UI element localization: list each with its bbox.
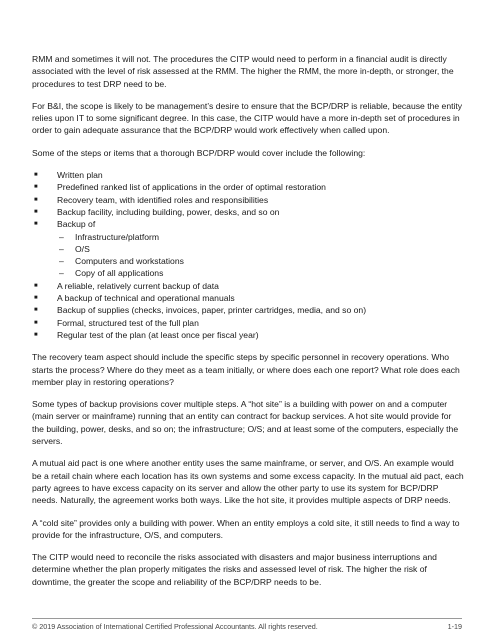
paragraph: The CITP would need to reconcile the risks associated with disasters and major business interruptions and determine whether the plan properly mitigates the risks and assessed level of risk. The higher the risk of downtime, the greater the scope and reliability of the BCP/DRP needs to be.	[32, 552, 437, 587]
square-bullet-icon: ■	[34, 208, 38, 215]
paragraph: A mutual aid pact is one where another entity uses the same mainframe, or server, and O/S. An example would be a retail chain where each location has its own systems and some excess capacity. In the mutual aid pact, each party agrees to have excess capacity on its server and allow the other party to use its system for BCP/DRP needs. Naturally, the agreement works both ways. Like the hot site, it provides multiple aspects of DRP needs.	[32, 458, 464, 506]
sub-list-item: – Copy of all applications	[59, 268, 164, 279]
sub-list-item: – Infrastructure/platform	[59, 231, 160, 242]
page-number: 1-19	[447, 622, 462, 631]
list-item: ■ Formal, structured test of the full plan	[34, 317, 199, 328]
list-item: ■ Backup facility, including building, power, desks, and so on	[34, 206, 280, 217]
list-item: ■ Recovery team, with identified roles and responsibilities	[34, 194, 269, 205]
list-item: ■ Written plan	[34, 170, 103, 181]
dash-bullet-icon: –	[59, 243, 64, 254]
square-bullet-icon: ■	[34, 319, 38, 326]
list-item: ■ Backup of – Infrastructure/platform – O/S – Computers and workstations – Copy of all applications	[32, 218, 464, 279]
square-bullet-icon: ■	[34, 282, 38, 289]
paragraph: Some types of backup provisions cover multiple steps. A “hot site” is a building with power on and a computer (main server or mainframe) running that an entity can contract for backup services. A hot site would provide for the building, power, desks, and so on; the infrastructure; O/S; and at least some of the computers, especially the servers.	[32, 399, 459, 447]
paragraph: The recovery team aspect should include the specific steps by specific personnel in recovery operations. Who starts the process? Where do they meet as a team initially, or where does each one report? What role does each member play in restoring operations?	[32, 352, 460, 387]
paragraph: For B&I, the scope is likely to be management’s desire to ensure that the BCP/DRP is reliable, because the entity relies upon IT to some significant degree. In this case, the CITP would have a more in-depth set of procedures in order to gain adequate assurance that the BCP/DRP would work effectively when called upon.	[32, 100, 463, 136]
square-bullet-icon: ■	[34, 172, 38, 179]
dash-bullet-icon: –	[59, 268, 64, 279]
footer-divider	[32, 618, 462, 619]
list-item: ■ A reliable, relatively current backup of data	[34, 280, 219, 291]
square-bullet-icon: ■	[34, 307, 38, 314]
list-item: ■ Predefined ranked list of applications in the order of optimal restoration	[34, 182, 326, 193]
square-bullet-icon: ■	[34, 331, 38, 338]
paragraph: RMM and sometimes it will not. The procedures the CITP would need to perform in a financial audit is directly associated with the level of risk assessed at the RMM. The higher the RMM, the more in-depth, or stronger, the procedures to test DRP need to be.	[32, 54, 454, 89]
square-bullet-icon: ■	[34, 196, 38, 203]
sub-bullet-list	[57, 231, 464, 280]
dash-bullet-icon: –	[59, 231, 64, 242]
list-item: ■ A backup of technical and operational manuals	[34, 293, 235, 304]
paragraph: Some of the steps or items that a thorough BCP/DRP would cover include the following:	[32, 147, 366, 158]
dash-bullet-icon: –	[59, 256, 64, 267]
list-item: ■ Regular test of the plan (at least once per fiscal year)	[34, 329, 259, 340]
copyright-notice: © 2019 Association of International Certified Professional Accountants. All rights reserved.	[32, 622, 318, 631]
paragraph: A “cold site” provides only a building with power. When an entity employs a cold site, it still needs to find a way to provide for the infrastructure, O/S, and computers.	[32, 517, 460, 540]
sub-list-item: – O/S	[59, 243, 90, 254]
body-text	[32, 53, 464, 598]
square-bullet-icon: ■	[34, 295, 38, 302]
square-bullet-icon: ■	[34, 184, 38, 191]
sub-list-item: – Computers and workstations	[59, 256, 184, 267]
list-item: ■ Backup of supplies (checks, invoices, paper, printer cartridges, media, and so on)	[34, 305, 367, 316]
square-bullet-icon: ■	[34, 221, 38, 228]
bullet-list	[32, 169, 464, 341]
